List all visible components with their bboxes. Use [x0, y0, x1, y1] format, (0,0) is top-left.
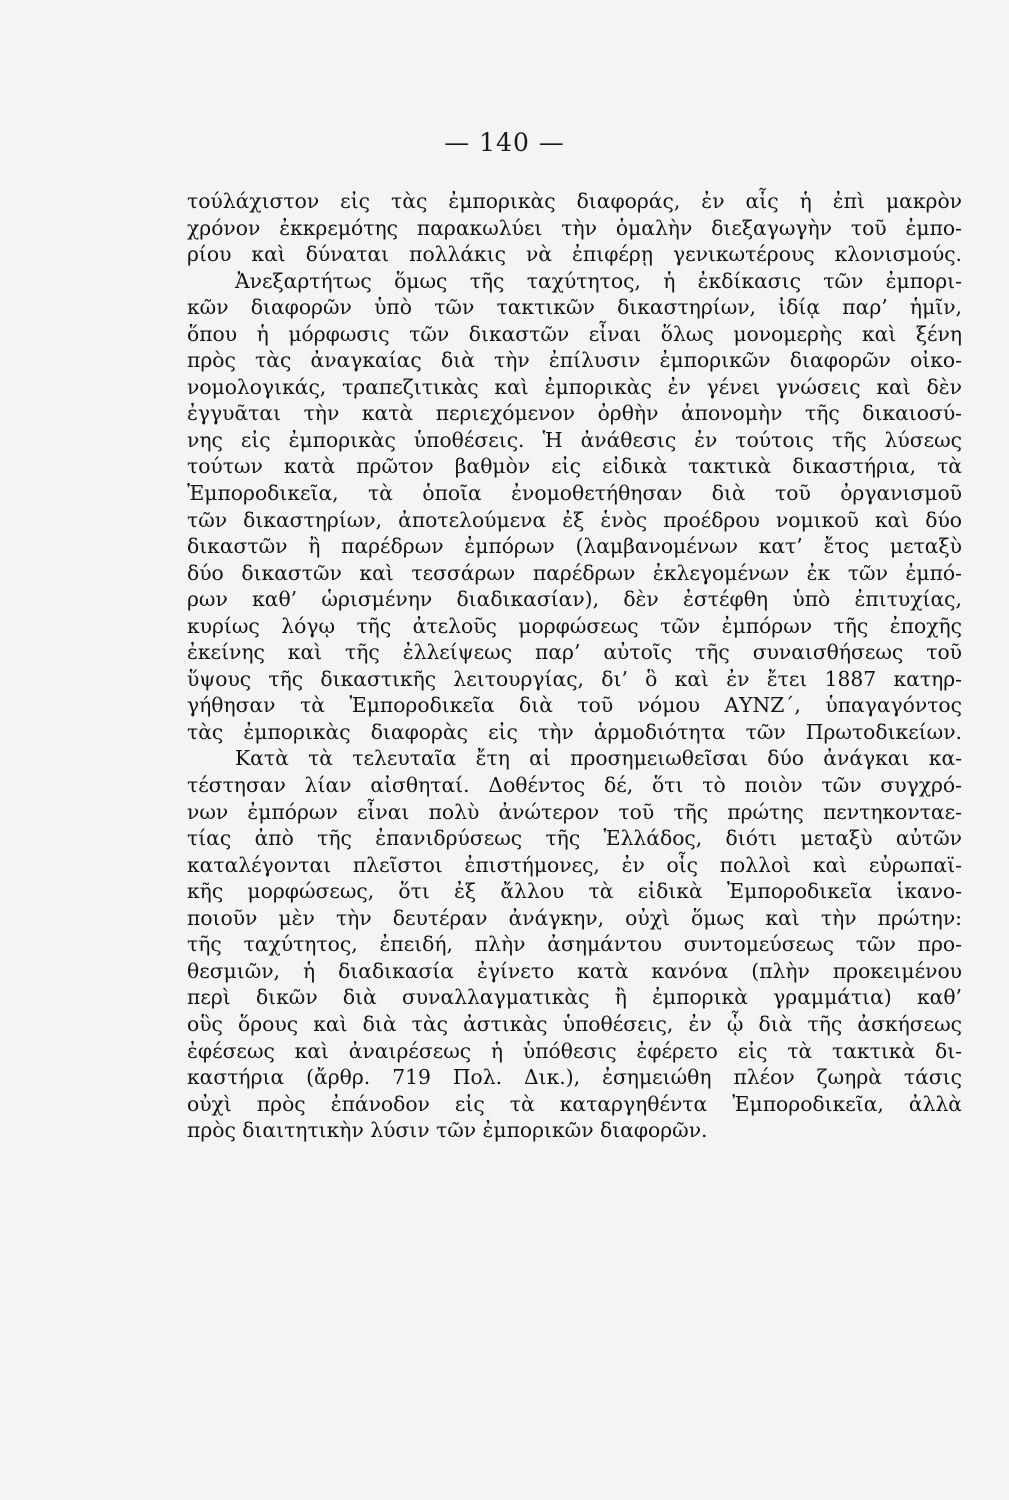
text-line: καταλέγονται πλεῖστοι ἐπιστήμονες, ἐν οἷς πολλοὶ καὶ εὐρωπαϊ-: [187, 852, 962, 877]
text-line: πρὸς διαιτητικὴν λύσιν τῶν ἐμπορικῶν διαφορῶν.: [187, 1118, 708, 1143]
text-line: ποιοῦν μὲν τὴν δευτέραν ἀνάγκην, οὐχὶ ὅμως καὶ τὴν πρώτην:: [187, 905, 962, 930]
text-line: ἐγγυᾶται τὴν κατὰ περιεχόμενον ὀρθὴν ἀπονομὴν τῆς δικαιοσύ-: [187, 401, 962, 426]
text-line: τῶν δικαστηρίων, ἀποτελούμενα ἐξ ἑνὸς προέδρου νομικοῦ καὶ δύο: [187, 507, 962, 532]
text-line: τῆς ταχύτητος, ἐπειδή, πλὴν ἀσημάντου συντομεύσεως τῶν προ-: [187, 932, 962, 957]
text-line: τούλάχιστον εἰς τὰς ἐμπορικὰς διαφοράς, ἐν αἷς ἡ ἐπὶ μακρὸν: [187, 189, 962, 213]
text-line: τὰς ἐμπορικὰς διαφορὰς εἰς τὴν ἁρμοδιότητα τῶν Πρωτοδικείων.: [187, 719, 962, 744]
text-line: ἐφέσεως καὶ ἀναιρέσεως ἡ ὑπόθεσις ἐφέρετο εἰς τὰ τακτικὰ δι-: [187, 1038, 962, 1063]
text-line: Κατὰ τὰ τελευταῖα ἔτη αἱ προσημειωθεῖσαι δύο ἀνάγκαι κα-: [235, 746, 962, 771]
text-line: κῆς μορφώσεως, ὅτι ἐξ ἄλλου τὰ εἰδικὰ Ἐμποροδικεῖα ἱκανο-: [187, 879, 962, 904]
text-line: οὓς ὅρους καὶ διὰ τὰς ἀστικὰς ὑποθέσεις, ἐν ᾧ διὰ τῆς ἀσκήσεως: [187, 1011, 962, 1036]
text-line: Ἐμποροδικεῖα, τὰ ὁποῖα ἐνομοθετήθησαν διὰ τοῦ ὀργανισμοῦ: [187, 481, 962, 506]
text-line: περὶ δικῶν διὰ συναλλαγματικὰς ἢ ἐμπορικὰ γραμμάτια) καθ’: [187, 985, 962, 1010]
text-line: ὅπου ἡ μόρφωσις τῶν δικαστῶν εἶναι ὅλως μονομερὴς καὶ ξένη: [187, 321, 962, 346]
text-line: νομολογικάς, τραπεζιτικὰς καὶ ἐμπορικὰς ἐν γένει γνώσεις καὶ δὲν: [187, 374, 962, 399]
text-line: χρόνον ἐκκρεμότης παρακωλύει τὴν ὁμαλὴν διεξαγωγὴν τοῦ ἐμπο-: [187, 215, 962, 240]
page-number: — 140 —: [444, 128, 565, 157]
text-line: καστήρια (ἄρθρ. 719 Πολ. Δικ.), ἐσημειώθη πλέον ζωηρὰ τάσις: [187, 1065, 962, 1090]
text-line: πρὸς τὰς ἀναγκαίας διὰ τὴν ἐπίλυσιν ἐμπορικῶν διαφορῶν οἰκο-: [187, 348, 962, 373]
text-line: τούτων κατὰ πρῶτον βαθμὸν εἰς εἰδικὰ τακτικὰ δικαστήρια, τὰ: [187, 454, 962, 479]
text-line: Ἀνεξαρτήτως ὅμως τῆς ταχύτητος, ἡ ἐκδίκασις τῶν ἐμπορι-: [235, 268, 962, 293]
text-line: θεσμιῶν, ἡ διαδικασία ἐγίνετο κατὰ κανόνα (πλὴν προκειμένου: [187, 958, 962, 983]
text-line: κυρίως λόγῳ τῆς ἀτελοῦς μορφώσεως τῶν ἐμπόρων τῆς ἐποχῆς: [187, 613, 962, 638]
text-line: τίας ἀπὸ τῆς ἐπανιδρύσεως τῆς Ἑλλάδος, διότι μεταξὺ αὐτῶν: [187, 826, 962, 851]
text-line: γήθησαν τὰ Ἐμποροδικεῖα διὰ τοῦ νόμου ΑΥΝΖ΄, ὑπαγαγόντος: [187, 693, 962, 718]
text-line: ἐκείνης καὶ τῆς ἐλλείψεως παρ’ αὐτοῖς τῆς συναισθήσεως τοῦ: [187, 640, 962, 665]
text-line: δύο δικαστῶν καὶ τεσσάρων παρέδρων ἐκλεγομένων ἐκ τῶν ἐμπό-: [187, 560, 962, 585]
text-line: δικαστῶν ἢ παρέδρων ἐμπόρων (λαμβανομένων κατ’ ἔτος μεταξὺ: [187, 534, 962, 559]
text-line: τέστησαν λίαν αἰσθηταί. Δοθέντος δέ, ὅτι τὸ ποιὸν τῶν συγχρό-: [187, 773, 962, 798]
text-line: ρίου καὶ δύναται πολλάκις νὰ ἐπιφέρῃ γενικωτέρους κλονισμούς.: [187, 242, 962, 267]
text-line: ρων καθ’ ὡρισμένην διαδικασίαν), δὲν ἐστέφθη ὑπὸ ἐπιτυχίας,: [187, 587, 962, 612]
text-line: οὐχὶ πρὸς ἐπάνοδον εἰς τὰ καταργηθέντα Ἐμποροδικεῖα, ἀλλὰ: [187, 1091, 962, 1116]
body-text: [187, 188, 962, 1144]
text-line: κῶν διαφορῶν ὑπὸ τῶν τακτικῶν δικαστηρίων, ἰδίᾳ παρ’ ἡμῖν,: [187, 295, 962, 320]
text-line: νων ἐμπόρων εἶναι πολὺ ἀνώτερον τοῦ τῆς πρώτης πεντηκονταε-: [187, 799, 962, 824]
text-line: νης εἰς ἐμπορικὰς ὑποθέσεις. Ἡ ἀνάθεσις ἐν τούτοις τῆς λύσεως: [187, 427, 962, 452]
text-line: ὕψους τῆς δικαστικῆς λειτουργίας, δι’ ὃ καὶ ἐν ἔτει 1887 κατηρ-: [187, 666, 962, 691]
